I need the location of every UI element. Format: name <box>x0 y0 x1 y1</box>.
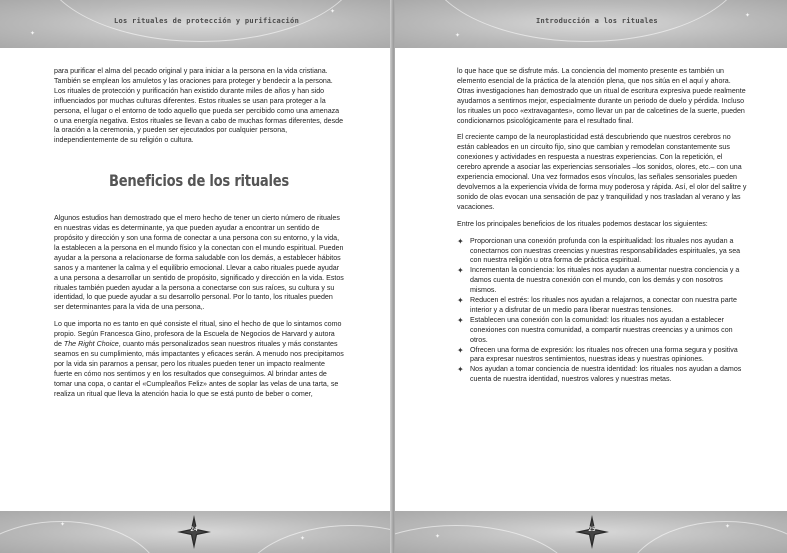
list-item <box>457 237 747 267</box>
list-item <box>457 266 747 296</box>
list-item-text: Incrementan la conciencia: los rituales nos ayudan a aumentar nuestra conciencia y a damos cuenta de nuestra conexión con el mundo, con los demás y con nosotros mismos. <box>470 266 740 295</box>
list-item <box>457 346 747 366</box>
list-item <box>457 316 747 346</box>
bottom-decorative-band: ✦ ✦ <box>0 511 392 553</box>
text-span: , cuanto más personalizados sean nuestros rituales y más constantes seamos en su cumplimiento, más impactantes y eficaces serán. A menudo nos precipitamos por la vida sin pararnos a pensar, pero los rituales pueden tener un impacto realmente fuerte en cómo nos sentimos y en los resultados que conseguimos. Al brindar antes de tomar una copa, o cantar el «Cumpleaños Feliz» antes de soplar las velas de una tarta, se realiza un ritual que lleva la atención hacia lo que se está punto de beber o comer, <box>54 340 344 398</box>
bottom-decorative-band: ✦ ✦ <box>395 511 787 553</box>
page-number-badge <box>177 515 211 549</box>
list-item-text: Reducen el estrés: los rituales nos ayudan a relajarnos, a conectar con nuestra parte interior y a disfrutar de un medio para liberar nuestras tensiones. <box>470 296 737 314</box>
left-page <box>0 0 392 553</box>
page-number: 25 <box>588 526 596 533</box>
right-page <box>395 0 787 553</box>
four-point-star-icon: ✦ <box>457 365 464 375</box>
text-span: Lo que importa no es tanto en qué consiste el ritual, sino el hecho de que lo sintamos como propio. Según Francesca Gino, profesora de la Escuela de Negocios de Harvard y autora de <box>54 320 342 349</box>
page-number: 24 <box>190 526 198 533</box>
right-body-text <box>457 67 747 385</box>
running-head: Introducción a los rituales <box>536 17 658 25</box>
paragraph: El creciente campo de la neuroplasticidad está descubriendo que nuestros cerebros no están cableados en un circuito fijo, sino que cambian y remodelan constantemente sus conexiones y actividades en respuesta a nuestras experiencias. Con la repetición, el cerebro aprende a asociar las experiencias sensoriales –los sonidos, olores, etc.– con una experiencia emocional. Una vez formados esos vínculos, las señales sensoriales pueden devolvernos a la experiencia vívida de forma muy poderosa y rápida. Así, el olor del salitre y sonido de olas evocan una sensación de paz y tranquilidad y nos trasladan al verano y las vacaciones. <box>457 133 747 211</box>
left-body-text <box>54 67 344 406</box>
benefits-list <box>457 237 747 386</box>
list-item-text: Nos ayudan a tomar conciencia de nuestra identidad: los rituales nos ayudan a damos cuenta de nuestra identidad, nuestros valores y nuestras metas. <box>470 365 742 384</box>
four-point-star-icon: ✦ <box>457 266 464 276</box>
four-point-star-icon: ✦ <box>457 236 464 246</box>
list-item <box>457 296 747 316</box>
four-point-star-icon: ✦ <box>457 296 464 306</box>
top-decorative-band: ✦ ✦ <box>0 0 392 48</box>
list-item-text: Proporcionan una conexión profunda con la espiritualidad: los rituales nos ayudan a conectarnos con nuestras creencias y nuestras responsabilidades espirituales, ya sea con nuestra religión u otra forma de práctica espiritual. <box>470 236 741 265</box>
running-head: Los rituales de protección y purificación <box>114 17 300 25</box>
four-point-star-icon: ✦ <box>457 345 464 355</box>
book-title: The Right Choice <box>63 340 119 349</box>
list-item-text: Establecen una conexión con la comunidad: los rituales nos ayudan a establecer conexiones con nuestra comunidad, a compartir nuestras creencias y a unirnos con otros. <box>470 315 733 344</box>
paragraph: lo que hace que se disfrute más. La conciencia del momento presente es también un elemento esencial de la práctica de la atención plena, que nos sitúa en el aquí y ahora. Otras investigaciones han demostrado que un ritual de escritura expresiva puede realmente ayudarnos a sentirnos mejor, especialmente durante un periodo de duelo y pérdida. Incluso los rituales un poco «extravagantes», como llevar un par de calcetines de la suerte, pueden condicionarnos psicológicamente para el resultado final. <box>457 67 746 125</box>
page-number-badge <box>575 515 609 549</box>
paragraph: Entre los principales beneficios de los rituales podemos destacar los siguientes: <box>457 219 708 228</box>
four-point-star-icon: ✦ <box>457 315 464 325</box>
paragraph: para purificar el alma del pecado original y para iniciar a la persona en la vida cristiana. También se emplean los amuletos y las oraciones para proteger y bendecir a la persona. Los rituales de protección y purificación han existido durante miles de años y han sido influenciados por muchas culturas diferentes. Estos rituales se usan para proteger a la persona, el lugar o el entorno de todo aquello que pueda ser percibido como una amenaza o una energía negativa. Estos rituales se llevan a cabo de muchas formas diferentes, desde la oración a la ceremonia, y pueden ser ejecutados por cualquier persona, independientemente de su religión o cultura. <box>54 67 344 145</box>
paragraph <box>54 320 344 399</box>
paragraph: Algunos estudios han demostrado que el mero hecho de tener un cierto número de rituales en nuestras vidas es determinante, ya que pueden ayudar a encontrar un sentido de propósito y dirección y son una forma de conectar a una persona con su entorno, y la vida, la establecen a la persona en el mundo físico y la conectan con el mundo espiritual. Pueden ayudar a la persona a relacionarse de forma saludable con los demás, a establecer hábitos sanos y a mantener la calma y el equilibrio emocional. Llevar a cabo rituales puede ayudar a una persona a desarrollar un sentido de propósito, significado y dirección en la vida. Estos rituales también pueden ayudar a la persona a conectarse con sus raíces, su cultura y su identidad, lo que puede ayudar a su desarrollo personal. Por lo tanto, los rituales pueden ser determinantes para la vida de una persona,. <box>54 214 344 312</box>
top-decorative-band: ✦ ✦ <box>395 0 787 48</box>
section-heading: Beneficios de los rituales <box>108 171 289 191</box>
list-item-text: Ofrecen una forma de expresión: los rituales nos ofrecen una forma segura y positiva para expresar nuestros sentimientos, nuestras ideas y nuestras opiniones. <box>470 345 738 364</box>
list-item <box>457 365 747 385</box>
